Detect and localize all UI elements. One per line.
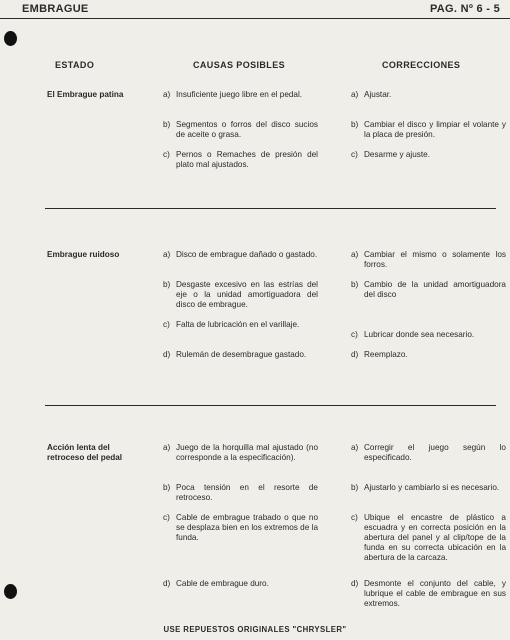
correccion-item bbox=[351, 330, 506, 340]
item-letter: a) bbox=[351, 443, 359, 452]
item-text: Reemplazo. bbox=[364, 350, 408, 359]
item-letter: c) bbox=[163, 150, 170, 159]
item-letter: d) bbox=[163, 579, 171, 588]
causa-item bbox=[163, 150, 318, 170]
item-text: Desmonte el conjunto del cable, y lubrique el cable de embrague en sus extremos. bbox=[364, 579, 506, 608]
correccion-item bbox=[351, 280, 506, 300]
causa-item bbox=[163, 350, 318, 360]
column-heading-estado: ESTADO bbox=[55, 60, 95, 70]
correccion-item bbox=[351, 150, 506, 160]
item-text: Desgaste excesivo en las estrías del eje o la unidad amortiguadora del disco de embrague. bbox=[176, 280, 318, 309]
item-letter: c) bbox=[351, 330, 358, 339]
correccion-item bbox=[351, 483, 506, 493]
correccion-item bbox=[351, 443, 506, 463]
item-letter: b) bbox=[163, 280, 171, 289]
item-text: Cable de embrague trabado o que no se desplaza bien en los extremos de la funda. bbox=[176, 513, 318, 542]
binder-hole-top bbox=[4, 31, 17, 46]
item-letter: c) bbox=[163, 513, 170, 522]
correccion-item bbox=[351, 90, 506, 100]
column-heading-causas: CAUSAS POSIBLES bbox=[193, 60, 286, 70]
item-text: Insuficiente juego libre en el pedal. bbox=[176, 90, 303, 99]
estado-ruidoso: Embrague ruidoso bbox=[47, 250, 120, 259]
item-text: Disco de embrague dañado o gastado. bbox=[176, 250, 318, 259]
item-letter: b) bbox=[351, 483, 359, 492]
item-text: Pernos o Remaches de presión del plato mal ajustados. bbox=[176, 150, 318, 169]
causa-item bbox=[163, 579, 318, 589]
item-text: Ajustarlo y cambiarlo si es necesario. bbox=[364, 483, 500, 492]
causa-item bbox=[163, 483, 318, 503]
column-heading-correcciones: CORRECCIONES bbox=[382, 60, 461, 70]
causa-item bbox=[163, 513, 318, 543]
item-letter: d) bbox=[163, 350, 171, 359]
item-letter: b) bbox=[163, 483, 171, 492]
item-letter: c) bbox=[351, 150, 358, 159]
binder-hole-bottom bbox=[4, 584, 17, 599]
item-text: Ajustar. bbox=[364, 90, 392, 99]
item-text: Cambio de la unidad amortiguadora del disco bbox=[364, 280, 506, 299]
causa-item bbox=[163, 120, 318, 140]
estado-patina: El Embrague patina bbox=[47, 90, 124, 99]
item-text: Lubricar donde sea necesario. bbox=[364, 330, 475, 339]
correccion-item bbox=[351, 579, 506, 609]
item-letter: d) bbox=[351, 579, 359, 588]
causa-item bbox=[163, 250, 318, 260]
item-text: Desarme y ajuste. bbox=[364, 150, 430, 159]
causa-item bbox=[163, 443, 318, 463]
item-letter: b) bbox=[351, 120, 359, 129]
header-rule bbox=[0, 18, 510, 19]
item-text: Poca tensión en el resorte de retroceso. bbox=[176, 483, 318, 502]
item-letter: b) bbox=[351, 280, 359, 289]
item-text: Cambiar el mismo o solamente los forros. bbox=[364, 250, 506, 269]
correccion-item bbox=[351, 250, 506, 270]
causa-item bbox=[163, 280, 318, 310]
footer-note: USE REPUESTOS ORIGINALES "CHRYSLER" bbox=[163, 625, 347, 634]
correccion-item bbox=[351, 120, 506, 140]
item-letter: a) bbox=[351, 250, 359, 259]
item-text: Rulemán de desembrague gastado. bbox=[176, 350, 307, 359]
correccion-item bbox=[351, 350, 506, 360]
section-divider bbox=[45, 405, 496, 406]
item-letter: a) bbox=[351, 90, 359, 99]
section-title: EMBRAGUE bbox=[22, 3, 89, 15]
item-text: Cambiar el disco y limpiar el volante y la placa de presión. bbox=[364, 120, 506, 139]
item-letter: b) bbox=[163, 120, 171, 129]
estado-accion-lenta: Acción lenta del retroceso del pedal bbox=[47, 443, 123, 462]
item-letter: a) bbox=[163, 250, 171, 259]
causa-item bbox=[163, 90, 318, 100]
item-letter: c) bbox=[163, 320, 170, 329]
item-text: Cable de embrague duro. bbox=[176, 579, 269, 588]
item-text: Ubique el encastre de plástico a escuadra y en correcta posición en la abertura del panel y al clip/tope de la funda en su correcta ubicación en la abertura de la carcaza. bbox=[364, 513, 506, 562]
item-text: Falta de lubricación en el varillaje. bbox=[176, 320, 300, 329]
item-text: Juego de la horquilla mal ajustado (no corresponde a la especificación). bbox=[176, 443, 318, 462]
correccion-item bbox=[351, 513, 506, 563]
section-divider bbox=[45, 208, 496, 209]
page-number: PAG. Nº 6 - 5 bbox=[429, 3, 500, 15]
item-text: Segmentos o forros del disco sucios de aceite o grasa. bbox=[176, 120, 318, 139]
item-text: Corregir el juego según lo especificado. bbox=[364, 443, 506, 462]
item-letter: a) bbox=[163, 443, 171, 452]
item-letter: a) bbox=[163, 90, 171, 99]
item-letter: c) bbox=[351, 513, 358, 522]
item-letter: d) bbox=[351, 350, 359, 359]
causa-item bbox=[163, 320, 318, 330]
